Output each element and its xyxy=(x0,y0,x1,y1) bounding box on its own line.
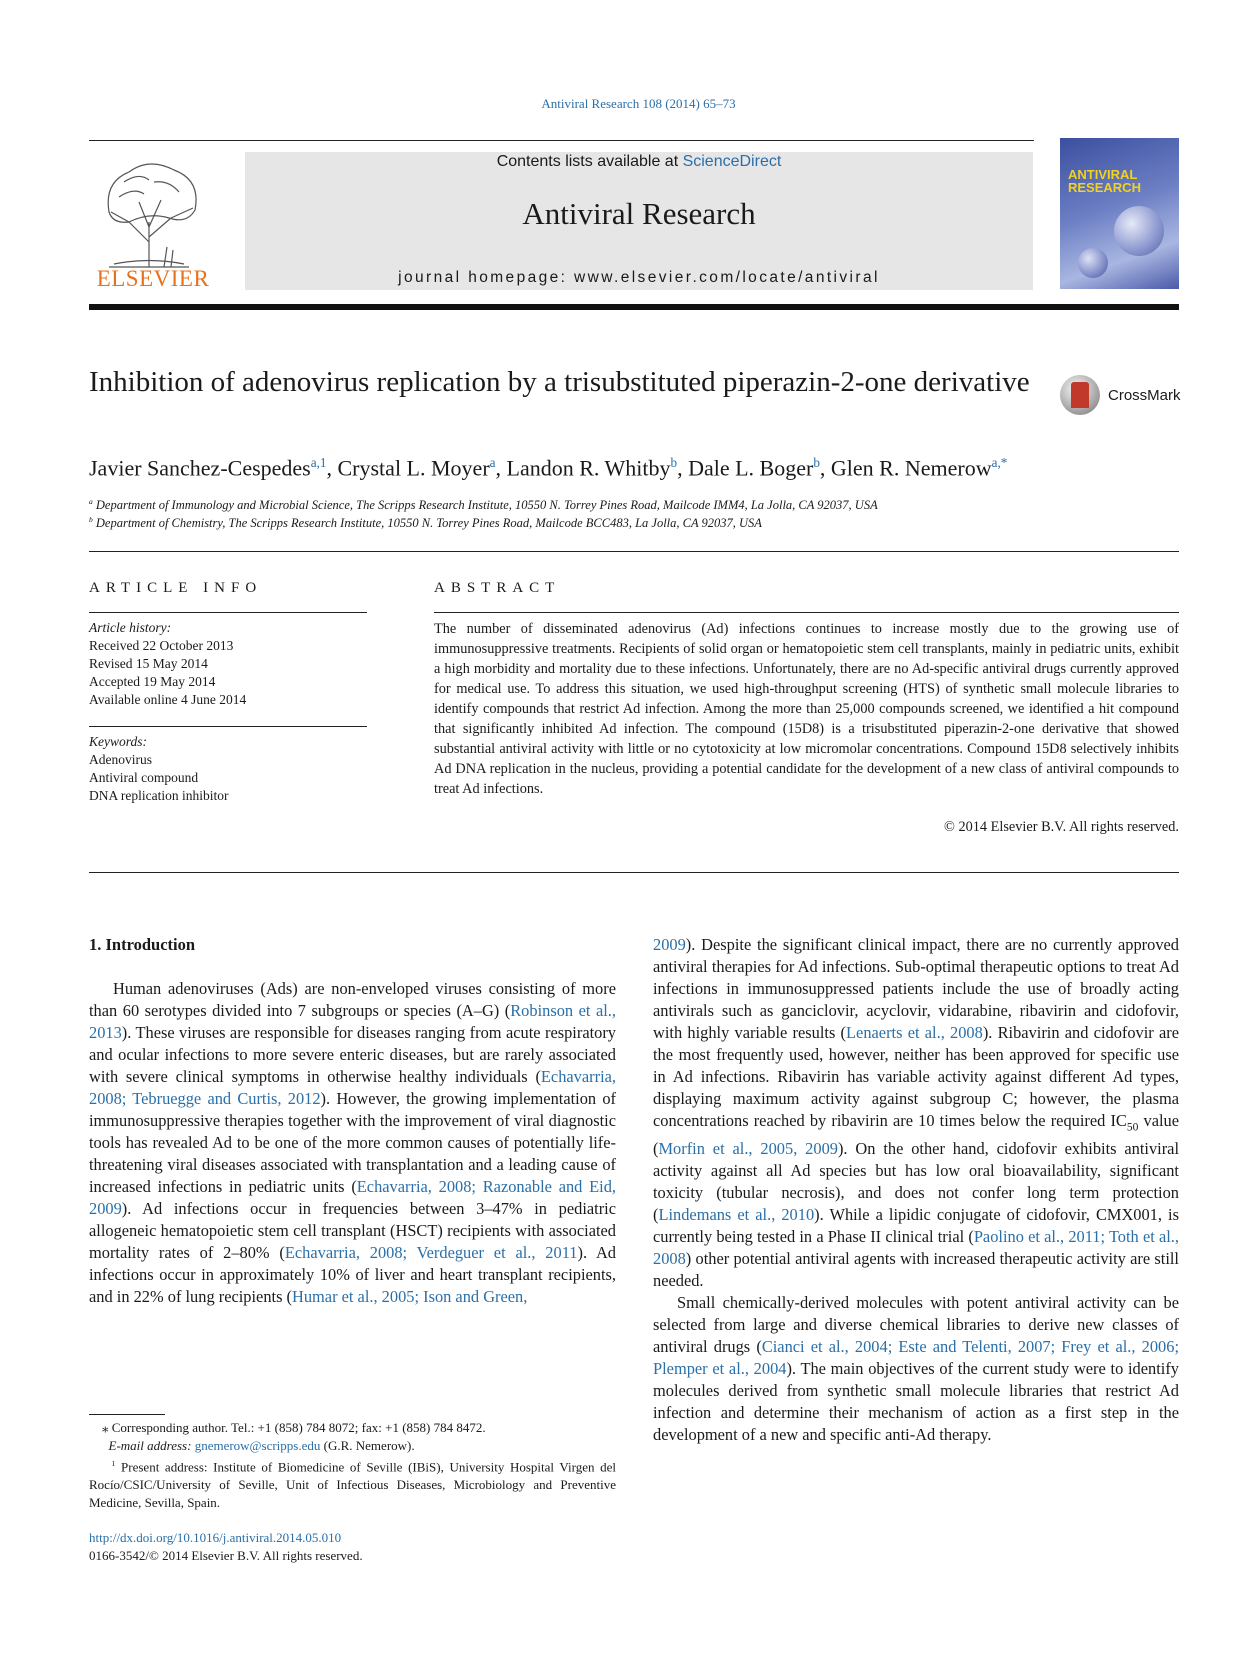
affiliation-rule xyxy=(89,551,1179,552)
article-info-heading: ARTICLE INFO xyxy=(89,580,263,596)
footnote-present-address: $^1$ Present address: Institute of Biomedicine of Seville (IBiS), University Hospital Virgen del Rocío/CSIC/University of Seville, Unit of Infectious Diseases, Microbiology and Preventive Medicine, Sevilla, Spain. xyxy=(89,1459,616,1511)
author-name: Landon R. Whitby xyxy=(506,455,671,481)
journal-cover-image[interactable] xyxy=(1060,138,1179,289)
journal-citation[interactable]: Antiviral Research 108 (2014) 65–73 xyxy=(541,96,736,111)
paragraph: Small chemically-derived molecules with potent antiviral activity can be selected from large and diverse chemical libraries to derive new classes of antiviral drugs (Cianci et al., 2004; Este and Telenti, 2007; Frey et al., 2006; Plemper et al., 2004). The main objectives of the current study were to identify molecules derived from synthetic small molecule libraries that restrict Ad infection and determine their mechanism of action as a first step in the development of a new and specific anti-Ad therapy. xyxy=(653,1293,1179,1445)
footnote-corresponding: ⁎ Corresponding author. Tel.: +1 (858) 784 8072; fax: +1 (858) 784 8472. xyxy=(89,1420,486,1435)
affiliation-a: $^a$ Department of Immunology and Microbial Science, The Scripps Research Institute, 10550 N. Torrey Pines Road, Mailcode IMM4, La Jolla, CA 92037, USA xyxy=(89,497,878,513)
email-link[interactable]: gnemerow@scripps.edu xyxy=(194,1438,321,1453)
crossmark-icon xyxy=(1060,375,1100,415)
body-column-left xyxy=(89,978,616,1308)
doi-link[interactable]: http://dx.doi.org/10.1016/j.antiviral.2014.05.010 xyxy=(89,1530,342,1545)
journal-homepage[interactable]: journal homepage: www.elsevier.com/locate/antiviral xyxy=(398,269,880,286)
journal-title: Antiviral Research xyxy=(522,196,756,231)
author-affiliation-marker[interactable]: a,* xyxy=(991,455,1008,470)
author-name: Javier Sanchez-Cespedes xyxy=(89,455,311,481)
keywords-label: Keywords: xyxy=(89,734,147,749)
footnotes xyxy=(89,1419,616,1512)
abstract-heading: ABSTRACT xyxy=(434,580,561,596)
abstract-copyright: © 2014 Elsevier B.V. All rights reserved. xyxy=(944,819,1179,835)
abstract-rule xyxy=(434,612,1179,613)
author-affiliation-marker[interactable]: b xyxy=(813,455,820,470)
citation-link[interactable]: 2009 xyxy=(653,935,686,954)
info-rule-2 xyxy=(89,726,367,727)
citation-link[interactable]: Echavarria, 2008; Tebruegge and Curtis, 2012 xyxy=(89,1067,616,1108)
citation-link[interactable]: Morfin et al., 2005, 2009 xyxy=(658,1139,838,1159)
contents-prefix: Contents lists available at xyxy=(496,153,683,170)
header-top-rule xyxy=(89,140,1034,141)
author-name: Crystal L. Moyer xyxy=(337,455,490,481)
revised-date: Revised 15 May 2014 xyxy=(89,656,208,671)
citation-link[interactable]: Cianci et al., 2004; Este and Telenti, 2007; Frey et al., 2006; Plemper et al., 2004 xyxy=(653,1337,1179,1379)
keyword: Antiviral compound xyxy=(89,770,199,785)
elsevier-wordmark: ELSEVIER xyxy=(96,266,210,291)
citation-link[interactable]: Robinson et al., 2013 xyxy=(89,1001,616,1042)
author-affiliation-marker[interactable]: a xyxy=(489,455,496,470)
author-name: Glen R. Nemerow xyxy=(830,455,992,481)
author-affiliation-marker[interactable]: b xyxy=(670,455,678,470)
issn-line: 0166-3542/© 2014 Elsevier B.V. All rights reserved. xyxy=(89,1548,363,1563)
cover-virus-graphic-small xyxy=(1078,248,1108,278)
keywords xyxy=(89,733,367,805)
crossmark-button[interactable] xyxy=(1060,375,1180,419)
footnote-email: E-mail address: gnemerow@scripps.edu (G.R. Nemerow). xyxy=(108,1438,415,1453)
cover-title: ANTIVIRAL RESEARCH xyxy=(1068,167,1141,195)
accepted-date: Accepted 19 May 2014 xyxy=(89,674,216,689)
citation-link[interactable]: Echavarria, 2008; Verdeguer et al., 2011 xyxy=(284,1243,578,1262)
paragraph: 2009). Despite the significant clinical impact, there are no currently approved antiviral therapies for Ad infections. Sub-optimal therapeutic options to treat Ad infections in immunosuppressed patients include the use of broadly acting antivirals such as ganciclovir, acyclovir, vidarabine, ribavirin and cidofovir, with highly variable results (Lenaerts et al., 2008). Ribavirin and cidofovir are the most frequently used, however, neither has been approved for specific use in Ad infections. Ribavirin has variable activity against different Ad types, displaying maximum activity against subgroup C; however, the plasma concentrations reached by ribavirin are 10 times below the required $IC_{50}$ value (Morfin et al., 2005, 2009). On the other hand, cidofovir exhibits antiviral activity against all Ad species but has low oral bioavailability, significant toxicity (tubular necrosis), and does not confer long term protection (Lindemans et al., 2010). While a lipidic conjugate of cidofovir, CMX001, is currently being tested in a Phase II clinical trial (Paolino et al., 2011; Toth et al., 2008) other potential antiviral agents with increased therapeutic activity are still needed. xyxy=(653,935,1180,1291)
crossmark-label: CrossMark xyxy=(1108,387,1181,404)
contents-line xyxy=(245,153,1033,171)
paragraph: Human adenoviruses (Ads) are non-enveloped viruses consisting of more than 60 serotypes divided into 7 subgroups or species (A–G) (Robinson et al., 2013). These viruses are responsible for diseases ranging from acute respiratory and ocular infections to more severe enteric diseases, but are rarely associated with severe clinical symptoms in otherwise healthy individuals (Echavarria, 2008; Tebruegge and Curtis, 2012). However, the growing implementation of immunosuppressive therapies together with the improvement of viral diagnostic tools has revealed Ad to be one of the more common causes of potentially life-threatening viral diseases associated with transplantation and a leading cause of increased infections in pediatric units (Echavarria, 2008; Razonable and Eid, 2009). Ad infections occur in frequencies between 3–47% in pediatric allogeneic hematopoietic stem cell transplant (HSCT) recipients with associated mortality rates of 2–80% (Echavarria, 2008; Verdeguer et al., 2011). Ad infections occur in approximately 10% of liver and heart transplant recipients, and in 22% of lung recipients (Humar et al., 2005; Ison and Green, xyxy=(89,979,616,1306)
online-date: Available online 4 June 2014 xyxy=(89,692,247,707)
author-list: Javier Sanchez-Cespedes$^{a,1}$, Crystal L. Moyer$^a$, Landon R. Whitby$^b$, Dale L. Boger$^b$, Glen R. Nemerow$^{a,*}$ xyxy=(89,455,1008,481)
body-column-right xyxy=(653,934,1179,1446)
article-history xyxy=(89,619,367,709)
citation-link[interactable]: Paolino et al., 2011; Toth et al., 2008 xyxy=(653,1227,1179,1269)
section-heading-introduction: 1. Introduction xyxy=(89,935,196,954)
info-rule xyxy=(89,612,367,613)
affiliation-b: $^b$ Department of Chemistry, The Scripps Research Institute, 10550 N. Torrey Pines Road, Mailcode BCC483, La Jolla, CA 92037, USA xyxy=(89,515,762,531)
history-label: Article history: xyxy=(89,620,172,635)
keyword: DNA replication inhibitor xyxy=(89,788,229,803)
citation-link[interactable]: Humar et al., 2005; Ison and Green, xyxy=(292,1287,528,1306)
author-name: Dale L. Boger xyxy=(688,455,814,481)
footnote-rule xyxy=(89,1414,165,1415)
header-thick-rule xyxy=(89,304,1179,310)
abstract-text: The number of disseminated adenovirus (Ad) infections continues to increase mostly due to the growing use of immunosuppressive treatments. Recipients of solid organ or hematopoietic stem cell transplants, mainly in pediatric units, exhibit a high morbidity and mortality due to these infections. Unfortunately, there are no Ad-specific antiviral drugs currently approved for medical use. To address this situation, we used high-throughput screening (HTS) of synthetic small molecule libraries to identify compounds that restrict Ad infection. Among the more than 25,000 compounds screened, we identified a hit compound that significantly inhibited Ad infection. The compound (15D8) is a trisubstituted piperazin-2-one derivative that showed substantial antiviral activity with little or no cytotoxicity at low micromolar concentrations. Compound 15D8 selectively inhibits Ad DNA replication in the nucleus, providing a potential candidate for the development of a new class of antiviral compounds to treat Ad infections. xyxy=(434,621,1179,797)
citation-link[interactable]: Lenaerts et al., 2008 xyxy=(846,1023,983,1042)
citation-link[interactable]: Lindemans et al., 2010 xyxy=(658,1205,815,1225)
sciencedirect-link[interactable]: ScienceDirect xyxy=(682,153,782,170)
article-title: Inhibition of adenovirus replication by a trisubstituted piperazin-2-one derivative xyxy=(89,366,1030,398)
received-date: Received 22 October 2013 xyxy=(89,638,234,653)
abstract-end-rule xyxy=(89,872,1179,873)
keyword: Adenovirus xyxy=(89,752,152,767)
cover-virus-graphic xyxy=(1114,206,1164,256)
citation-link[interactable]: Echavarria, 2008; Razonable and Eid, 2009 xyxy=(89,1177,616,1218)
author-affiliation-marker[interactable]: a,1 xyxy=(310,455,327,470)
